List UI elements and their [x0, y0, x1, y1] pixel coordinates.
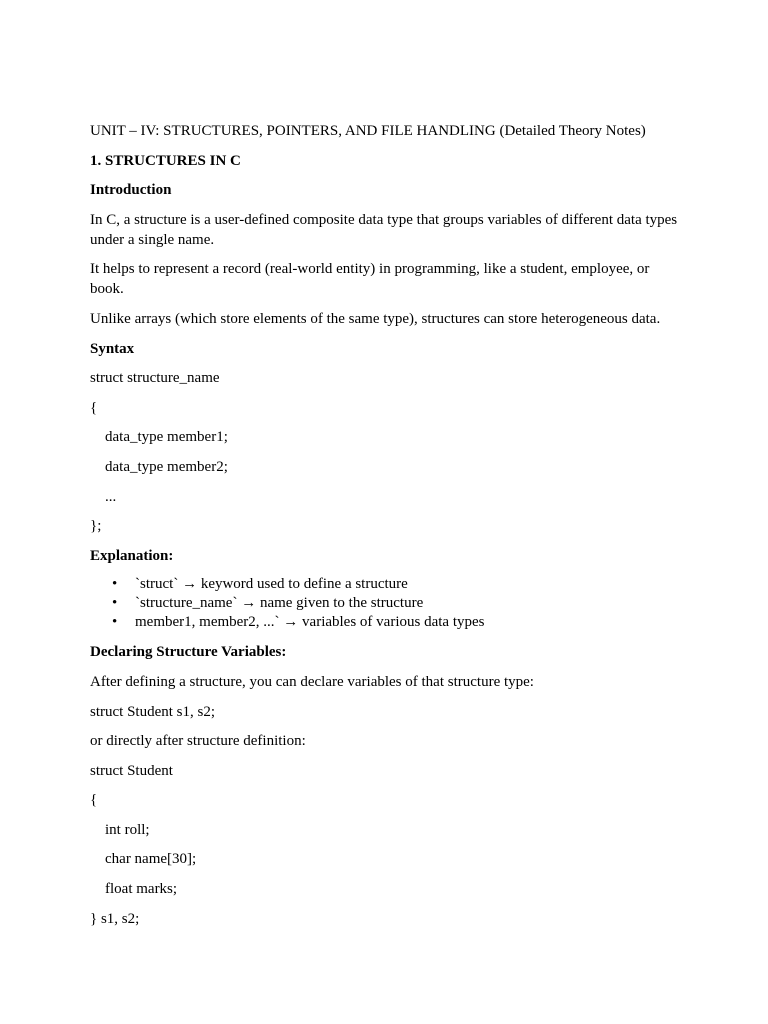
explanation-item	[90, 594, 678, 613]
explanation-item-text: `structure_name` → name given to the structure	[135, 595, 424, 612]
bullet-icon: •	[112, 614, 118, 631]
syntax-heading: Syntax	[90, 340, 135, 357]
syntax-line: };	[90, 518, 102, 535]
explanation-item	[90, 575, 678, 594]
or-text: or directly after structure definition:	[90, 733, 306, 750]
syntax-line: data_type member1;	[105, 429, 228, 446]
syntax-line: data_type member2;	[105, 458, 228, 475]
struct-def-line: float marks;	[105, 881, 178, 898]
struct-def-line: struct Student	[90, 762, 173, 779]
intro-paragraph: In C, a structure is a user-defined composite data type that groups variables of different data types under a single name.	[90, 211, 681, 248]
declare-example: struct Student s1, s2;	[90, 703, 216, 720]
declaring-heading: Declaring Structure Variables:	[90, 644, 287, 661]
syntax-line: {	[90, 399, 98, 416]
section-heading: 1. STRUCTURES IN C	[90, 152, 241, 169]
intro-paragraph: Unlike arrays (which store elements of the same type), structures can store heterogeneous data.	[90, 310, 661, 327]
syntax-line: struct structure_name	[90, 370, 220, 387]
syntax-line: ...	[105, 488, 117, 505]
intro-heading: Introduction	[90, 182, 172, 199]
struct-def-line: char name[30];	[105, 851, 197, 868]
declaring-text: After defining a structure, you can declare variables of that structure type:	[90, 673, 534, 690]
explanation-list	[90, 575, 678, 632]
intro-paragraph: It helps to represent a record (real-world entity) in programming, like a student, employee, or book.	[90, 261, 654, 298]
unit-title: UNIT – IV: STRUCTURES, POINTERS, AND FILE HANDLING (Detailed Theory Notes)	[90, 123, 646, 139]
struct-def-line: int roll;	[105, 821, 150, 838]
bullet-icon: •	[112, 576, 118, 593]
explanation-item-text: `struct` → keyword used to define a structure	[135, 576, 408, 593]
explanation-item	[90, 613, 678, 632]
struct-def-line: } s1, s2;	[90, 910, 140, 927]
explanation-item-text: member1, member2, ...` → variables of various data types	[135, 614, 485, 631]
explanation-heading: Explanation:	[90, 547, 174, 564]
struct-def-line: {	[90, 792, 98, 809]
bullet-icon: •	[112, 595, 118, 612]
